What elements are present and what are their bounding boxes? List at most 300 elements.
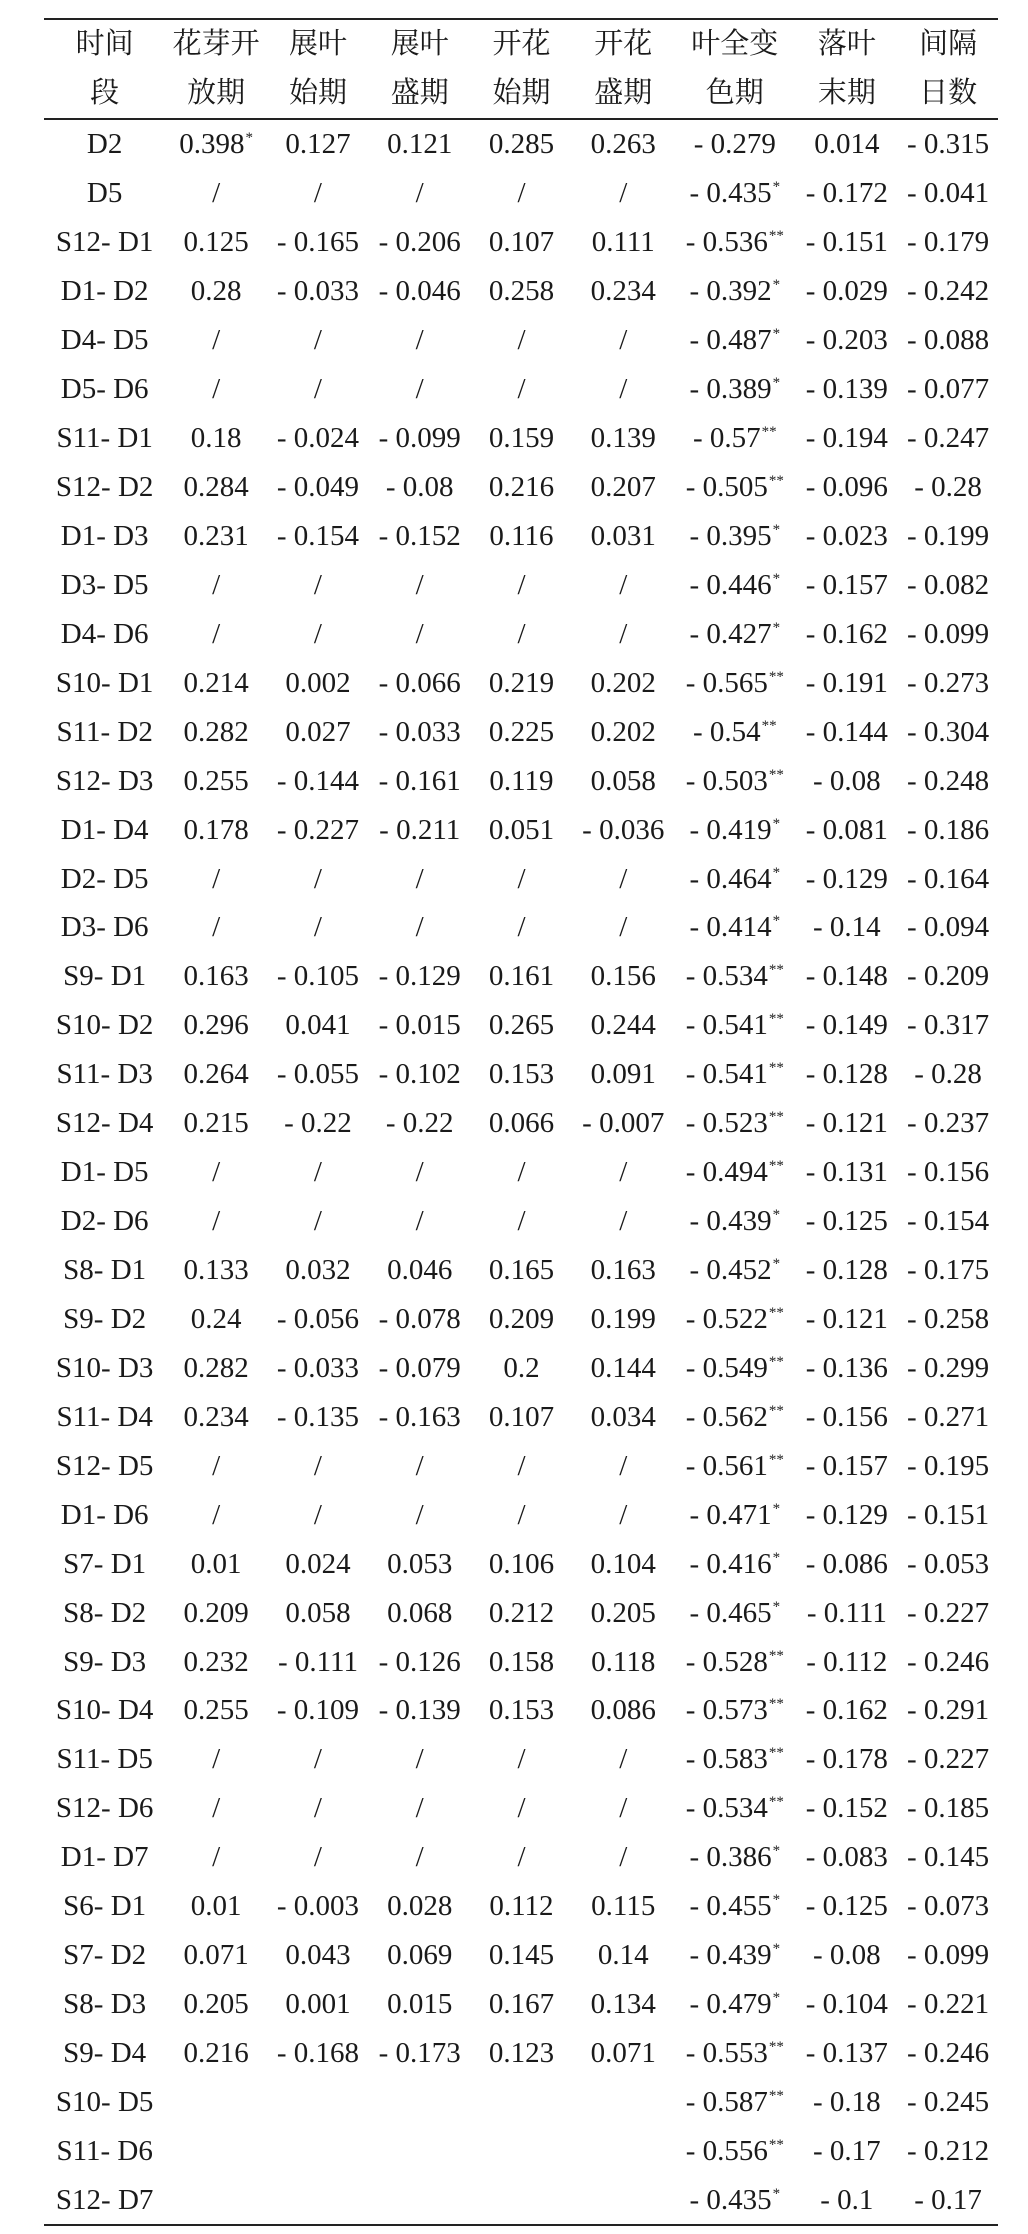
- value-cell: - 0.247: [907, 422, 990, 455]
- value-cell: /: [415, 1792, 424, 1825]
- value-cell: - 0.248: [907, 764, 990, 797]
- value-cell: - 0.299: [907, 1351, 990, 1384]
- table-row: [44, 218, 998, 267]
- significance-mark: **: [768, 1402, 784, 1419]
- value-cell: 0.058: [285, 1596, 351, 1629]
- value-cell: - 0.129: [805, 1498, 888, 1531]
- value-cell: 0.255: [183, 764, 249, 797]
- value-cell: - 0.046: [378, 275, 461, 308]
- value-cell: - 0.464*: [689, 862, 781, 895]
- value-cell: - 0.152: [378, 519, 461, 552]
- table-row: [44, 2126, 998, 2175]
- value-cell: /: [415, 617, 424, 650]
- value-cell: - 0.273: [907, 666, 990, 699]
- value-cell: - 0.125: [805, 1205, 888, 1238]
- period-cell: D4- D6: [60, 617, 149, 650]
- period-cell: D4- D5: [60, 324, 149, 357]
- value-cell: - 0.18: [812, 2085, 881, 2118]
- significance-mark: **: [768, 1794, 784, 1811]
- value-cell: - 0.135: [276, 1400, 360, 1433]
- table-row: [44, 805, 998, 854]
- table-row: [44, 609, 998, 658]
- table-row: [44, 1833, 998, 1882]
- correlation-table: [44, 18, 998, 2226]
- value-cell: 0.219: [488, 666, 555, 699]
- value-cell: - 0.246: [907, 1645, 990, 1678]
- value-cell: /: [313, 177, 322, 210]
- value-cell: - 0.139: [378, 1694, 461, 1727]
- value-cell: 0.121: [387, 128, 453, 161]
- header-cell: 始期: [471, 69, 573, 119]
- value-cell: /: [619, 177, 628, 210]
- value-cell: /: [517, 1205, 526, 1238]
- period-cell: S12- D3: [55, 764, 154, 797]
- value-cell: /: [212, 568, 221, 601]
- value-cell: 0.296: [183, 1009, 249, 1042]
- value-cell: 0.066: [488, 1107, 555, 1140]
- value-cell: 0.116: [489, 519, 554, 552]
- value-cell: /: [212, 373, 221, 406]
- period-cell: D1- D4: [60, 813, 149, 846]
- value-cell: 0.24: [190, 1302, 242, 1335]
- value-cell: - 0.435*: [674, 2175, 795, 2225]
- table-row: [44, 1980, 998, 2029]
- value-cell: - 0.165: [276, 226, 360, 259]
- table-row: [44, 414, 998, 463]
- header-cell: 始期: [267, 69, 369, 119]
- table-body: [44, 119, 998, 2225]
- value-cell: - 0.148: [805, 960, 888, 993]
- value-cell: - 0.392*: [689, 275, 781, 308]
- value-cell: /: [212, 1156, 221, 1189]
- table-row: [44, 1784, 998, 1833]
- value-cell: - 0.203: [805, 324, 888, 357]
- table-row: [44, 903, 998, 952]
- table-row: [44, 1735, 998, 1784]
- value-cell: - 0.414*: [689, 911, 781, 944]
- value-cell: [165, 2175, 267, 2225]
- value-cell: /: [619, 1498, 628, 1531]
- value-cell: - 0.036: [582, 813, 665, 846]
- value-cell: - 0.562**: [685, 1400, 784, 1433]
- period-cell: S12- D2: [55, 471, 154, 504]
- value-cell: /: [212, 862, 221, 895]
- header-cell: 落叶: [795, 19, 898, 69]
- period-cell: D3- D6: [60, 911, 149, 944]
- value-cell: [471, 2175, 573, 2225]
- value-cell: 0.145: [488, 1939, 555, 1972]
- value-cell: - 0.154: [276, 519, 360, 552]
- period-cell: S11- D4: [56, 1400, 153, 1433]
- value-cell: 0.01: [190, 1547, 242, 1580]
- value-cell: 0.031: [590, 519, 656, 552]
- value-cell: /: [313, 1449, 322, 1482]
- value-cell: - 0.534**: [685, 960, 784, 993]
- value-cell: - 0.136: [805, 1351, 888, 1384]
- value-cell: - 0.102: [378, 1058, 461, 1091]
- value-cell: - 0.088: [907, 324, 990, 357]
- value-cell: 0.2: [503, 1351, 540, 1384]
- value-cell: 0.001: [285, 1988, 351, 2021]
- value-cell: - 0.271: [907, 1400, 990, 1433]
- table-row: [44, 1295, 998, 1344]
- value-cell: - 0.556**: [685, 2134, 784, 2167]
- significance-mark: *: [772, 277, 781, 294]
- value-cell: - 0.487*: [689, 324, 781, 357]
- value-cell: - 0.129: [378, 960, 461, 993]
- value-cell: 0.014: [814, 128, 880, 161]
- header-cell: 间隔: [898, 19, 998, 69]
- value-cell: 0.244: [590, 1009, 656, 1042]
- value-cell: - 0.455*: [689, 1890, 781, 1923]
- value-cell: - 0.131: [805, 1156, 888, 1189]
- value-cell: /: [619, 1205, 628, 1238]
- value-cell: - 0.121: [805, 1302, 888, 1335]
- period-cell: S10- D5: [55, 2085, 154, 2118]
- significance-mark: **: [768, 1745, 784, 1762]
- value-cell: [471, 2126, 573, 2175]
- value-cell: 0.058: [590, 764, 656, 797]
- header-row-2: [44, 69, 998, 119]
- value-cell: /: [415, 324, 424, 357]
- value-cell: 0.086: [590, 1694, 656, 1727]
- value-cell: 0.285: [488, 128, 555, 161]
- table-row: [44, 1686, 998, 1735]
- value-cell: - 0.534**: [685, 1792, 784, 1825]
- header-cell: 盛期: [572, 69, 674, 119]
- value-cell: - 0.279: [693, 128, 776, 161]
- value-cell: [572, 2126, 674, 2175]
- table-row: [44, 1441, 998, 1490]
- significance-mark: **: [768, 668, 784, 685]
- period-cell: S11- D1: [56, 422, 153, 455]
- value-cell: 0.199: [590, 1302, 656, 1335]
- value-cell: - 0.128: [805, 1254, 888, 1287]
- significance-mark: **: [768, 1304, 784, 1321]
- value-cell: - 0.105: [276, 960, 360, 993]
- value-cell: - 0.583**: [685, 1743, 784, 1776]
- value-cell: - 0.541**: [685, 1058, 784, 1091]
- period-cell: S8- D3: [63, 1988, 147, 2021]
- period-cell: S7- D2: [63, 1939, 147, 1972]
- value-cell: - 0.505**: [685, 471, 784, 504]
- value-cell: 0.091: [590, 1058, 656, 1091]
- value-cell: - 0.041: [907, 177, 990, 210]
- value-cell: 0.258: [488, 275, 555, 308]
- value-cell: - 0.08: [812, 1939, 881, 1972]
- table-row: [44, 119, 998, 169]
- value-cell: - 0.452*: [689, 1254, 781, 1287]
- value-cell: 0.282: [183, 715, 249, 748]
- significance-mark: **: [768, 473, 784, 490]
- value-cell: - 0.541**: [685, 1009, 784, 1042]
- value-cell: - 0.033: [276, 1351, 360, 1384]
- value-cell: /: [212, 177, 221, 210]
- value-cell: /: [415, 177, 424, 210]
- value-cell: 0.202: [590, 715, 656, 748]
- value-cell: /: [517, 911, 526, 944]
- value-cell: - 0.17: [898, 2175, 998, 2225]
- value-cell: - 0.049: [276, 471, 360, 504]
- value-cell: 0.264: [183, 1058, 249, 1091]
- value-cell: [267, 2175, 369, 2225]
- significance-mark: **: [768, 1451, 784, 1468]
- table-row: [44, 1099, 998, 1148]
- value-cell: 0.163: [590, 1254, 656, 1287]
- value-cell: - 0.099: [907, 1939, 990, 1972]
- value-cell: 0.043: [285, 1939, 351, 1972]
- table-row: [44, 512, 998, 561]
- value-cell: [165, 2078, 267, 2127]
- value-cell: /: [619, 373, 628, 406]
- value-cell: /: [517, 373, 526, 406]
- value-cell: /: [517, 1841, 526, 1874]
- value-cell: 0.133: [183, 1254, 249, 1287]
- period-cell: S12- D4: [55, 1107, 154, 1140]
- period-cell: D1- D6: [60, 1498, 149, 1531]
- value-cell: 0.134: [590, 1988, 656, 2021]
- significance-mark: *: [772, 913, 781, 930]
- value-cell: - 0.553**: [685, 2037, 784, 2070]
- value-cell: - 0.024: [276, 422, 360, 455]
- value-cell: - 0.111: [277, 1645, 358, 1678]
- table-row: [44, 1148, 998, 1197]
- value-cell: /: [517, 177, 526, 210]
- value-cell: /: [313, 1841, 322, 1874]
- value-cell: /: [313, 1792, 322, 1825]
- value-cell: - 0.082: [907, 568, 990, 601]
- significance-mark: **: [768, 2039, 784, 2056]
- value-cell: /: [212, 1792, 221, 1825]
- value-cell: - 0.121: [805, 1107, 888, 1140]
- table-row: [44, 1637, 998, 1686]
- significance-mark: **: [768, 766, 784, 783]
- table-row: [44, 854, 998, 903]
- table-row: [44, 1882, 998, 1931]
- significance-mark: **: [768, 2136, 784, 2153]
- value-cell: 0.28: [190, 275, 242, 308]
- value-cell: 0.14: [597, 1939, 649, 1972]
- value-cell: /: [313, 862, 322, 895]
- value-cell: [471, 2078, 573, 2127]
- value-cell: /: [415, 1205, 424, 1238]
- value-cell: - 0.22: [284, 1107, 352, 1140]
- value-cell: - 0.427*: [689, 617, 781, 650]
- value-cell: 0.209: [488, 1302, 555, 1335]
- table-row: [44, 952, 998, 1001]
- value-cell: 0.104: [590, 1547, 656, 1580]
- value-cell: 0.024: [285, 1547, 351, 1580]
- value-cell: - 0.162: [805, 1694, 888, 1727]
- table-row: [44, 1001, 998, 1050]
- period-cell: S7- D1: [63, 1547, 147, 1580]
- value-cell: - 0.245: [907, 2085, 990, 2118]
- value-cell: 0.207: [590, 471, 656, 504]
- significance-mark: *: [772, 2185, 781, 2202]
- value-cell: /: [517, 617, 526, 650]
- value-cell: - 0.053: [907, 1547, 990, 1580]
- value-cell: - 0.206: [378, 226, 461, 259]
- value-cell: 0.015: [387, 1988, 453, 2021]
- value-cell: - 0.015: [378, 1009, 461, 1042]
- value-cell: [572, 2078, 674, 2127]
- value-cell: - 0.209: [907, 960, 990, 993]
- header-cell: 色期: [674, 69, 795, 119]
- value-cell: /: [212, 1449, 221, 1482]
- period-cell: S11- D2: [56, 715, 153, 748]
- value-cell: - 0.419*: [689, 813, 781, 846]
- value-cell: /: [212, 1205, 221, 1238]
- value-cell: 0.125: [183, 226, 249, 259]
- table-row: [44, 365, 998, 414]
- value-cell: /: [517, 324, 526, 357]
- value-cell: /: [619, 568, 628, 601]
- value-cell: - 0.587**: [685, 2085, 784, 2118]
- value-cell: 0.071: [183, 1939, 249, 1972]
- value-cell: 0.111: [591, 226, 655, 259]
- value-cell: 0.163: [183, 960, 249, 993]
- significance-mark: *: [772, 1500, 781, 1517]
- value-cell: /: [415, 1449, 424, 1482]
- table-row: [44, 707, 998, 756]
- period-cell: S10- D1: [55, 666, 154, 699]
- value-cell: - 0.315: [907, 128, 990, 161]
- table-header: [44, 19, 998, 119]
- value-cell: - 0.212: [907, 2134, 990, 2167]
- value-cell: /: [313, 911, 322, 944]
- header-cell: 末期: [795, 69, 898, 119]
- value-cell: - 0.104: [805, 1988, 888, 2021]
- table-row: [44, 1343, 998, 1392]
- value-cell: - 0.055: [276, 1058, 360, 1091]
- value-cell: - 0.096: [805, 471, 888, 504]
- value-cell: - 0.416*: [689, 1547, 781, 1580]
- significance-mark: *: [772, 1941, 781, 1958]
- value-cell: - 0.139: [805, 373, 888, 406]
- value-cell: - 0.033: [378, 715, 461, 748]
- value-cell: /: [619, 1449, 628, 1482]
- value-cell: - 0.386*: [689, 1841, 781, 1874]
- value-cell: 0.027: [285, 715, 351, 748]
- value-cell: - 0.029: [805, 275, 888, 308]
- value-cell: /: [619, 1156, 628, 1189]
- value-cell: - 0.221: [907, 1988, 990, 2021]
- period-cell: S9- D3: [63, 1645, 147, 1678]
- period-cell: S9- D4: [63, 2037, 147, 2070]
- significance-mark: **: [761, 717, 777, 734]
- value-cell: /: [619, 1743, 628, 1776]
- period-cell: D2- D6: [60, 1205, 149, 1238]
- period-cell: S9- D1: [63, 960, 147, 993]
- value-cell: - 0.227: [276, 813, 360, 846]
- value-cell: /: [415, 1156, 424, 1189]
- value-cell: - 0.179: [907, 226, 990, 259]
- value-cell: - 0.258: [907, 1302, 990, 1335]
- period-cell: D2- D5: [60, 862, 149, 895]
- value-cell: 0.282: [183, 1351, 249, 1384]
- value-cell: 0.046: [387, 1254, 453, 1287]
- header-cell: 展叶: [369, 19, 471, 69]
- significance-mark: *: [772, 570, 781, 587]
- value-cell: 0.234: [183, 1400, 249, 1433]
- period-cell: S6- D1: [63, 1890, 147, 1923]
- value-cell: - 0.194: [805, 422, 888, 455]
- significance-mark: **: [761, 424, 777, 441]
- table-row: [44, 2078, 998, 2127]
- significance-mark: **: [768, 1011, 784, 1028]
- value-cell: - 0.094: [907, 911, 990, 944]
- value-cell: 0.209: [183, 1596, 249, 1629]
- value-cell: 0.068: [387, 1596, 453, 1629]
- period-cell: S11- D3: [56, 1058, 153, 1091]
- value-cell: - 0.28: [914, 1058, 982, 1091]
- value-cell: /: [415, 911, 424, 944]
- value-cell: - 0.145: [907, 1841, 990, 1874]
- value-cell: [267, 2126, 369, 2175]
- value-cell: - 0.389*: [689, 373, 781, 406]
- significance-mark: **: [768, 228, 784, 245]
- period-cell: S8- D1: [63, 1254, 147, 1287]
- value-cell: - 0.125: [805, 1890, 888, 1923]
- value-cell: - 0.17: [812, 2134, 881, 2167]
- value-cell: - 0.157: [805, 568, 888, 601]
- value-cell: 0.107: [488, 1400, 555, 1433]
- value-cell: /: [415, 862, 424, 895]
- significance-mark: *: [772, 815, 781, 832]
- value-cell: - 0.465*: [689, 1596, 781, 1629]
- value-cell: 0.119: [489, 764, 554, 797]
- value-cell: - 0.033: [276, 275, 360, 308]
- value-cell: /: [415, 1743, 424, 1776]
- value-cell: /: [415, 373, 424, 406]
- value-cell: - 0.536**: [685, 226, 784, 259]
- value-cell: - 0.007: [582, 1107, 665, 1140]
- table-row: [44, 316, 998, 365]
- period-cell: S8- D2: [63, 1596, 147, 1629]
- value-cell: - 0.479*: [689, 1988, 781, 2021]
- value-cell: - 0.149: [805, 1009, 888, 1042]
- value-cell: 0.234: [590, 275, 656, 308]
- value-cell: /: [212, 1841, 221, 1874]
- value-cell: - 0.1: [795, 2175, 898, 2225]
- significance-mark: **: [768, 2087, 784, 2104]
- value-cell: /: [313, 568, 322, 601]
- value-cell: - 0.395*: [689, 519, 781, 552]
- value-cell: - 0.128: [805, 1058, 888, 1091]
- header-cell: 展叶: [267, 19, 369, 69]
- value-cell: - 0.439*: [689, 1939, 781, 1972]
- header-cell: 时间: [44, 19, 165, 69]
- value-cell: 0.118: [591, 1645, 656, 1678]
- value-cell: 0.01: [190, 1890, 242, 1923]
- value-cell: - 0.573**: [685, 1694, 784, 1727]
- value-cell: /: [313, 1743, 322, 1776]
- value-cell: - 0.099: [378, 422, 461, 455]
- value-cell: - 0.099: [907, 617, 990, 650]
- value-cell: 0.127: [285, 128, 351, 161]
- significance-mark: **: [768, 1060, 784, 1077]
- value-cell: - 0.211: [379, 813, 461, 846]
- value-cell: /: [212, 1498, 221, 1531]
- value-cell: /: [313, 617, 322, 650]
- value-cell: 0.205: [183, 1988, 249, 2021]
- significance-mark: **: [768, 1647, 784, 1664]
- table-row: [44, 1490, 998, 1539]
- value-cell: - 0.446*: [689, 568, 781, 601]
- value-cell: - 0.154: [907, 1205, 990, 1238]
- value-cell: [572, 2175, 674, 2225]
- value-cell: - 0.561**: [685, 1449, 784, 1482]
